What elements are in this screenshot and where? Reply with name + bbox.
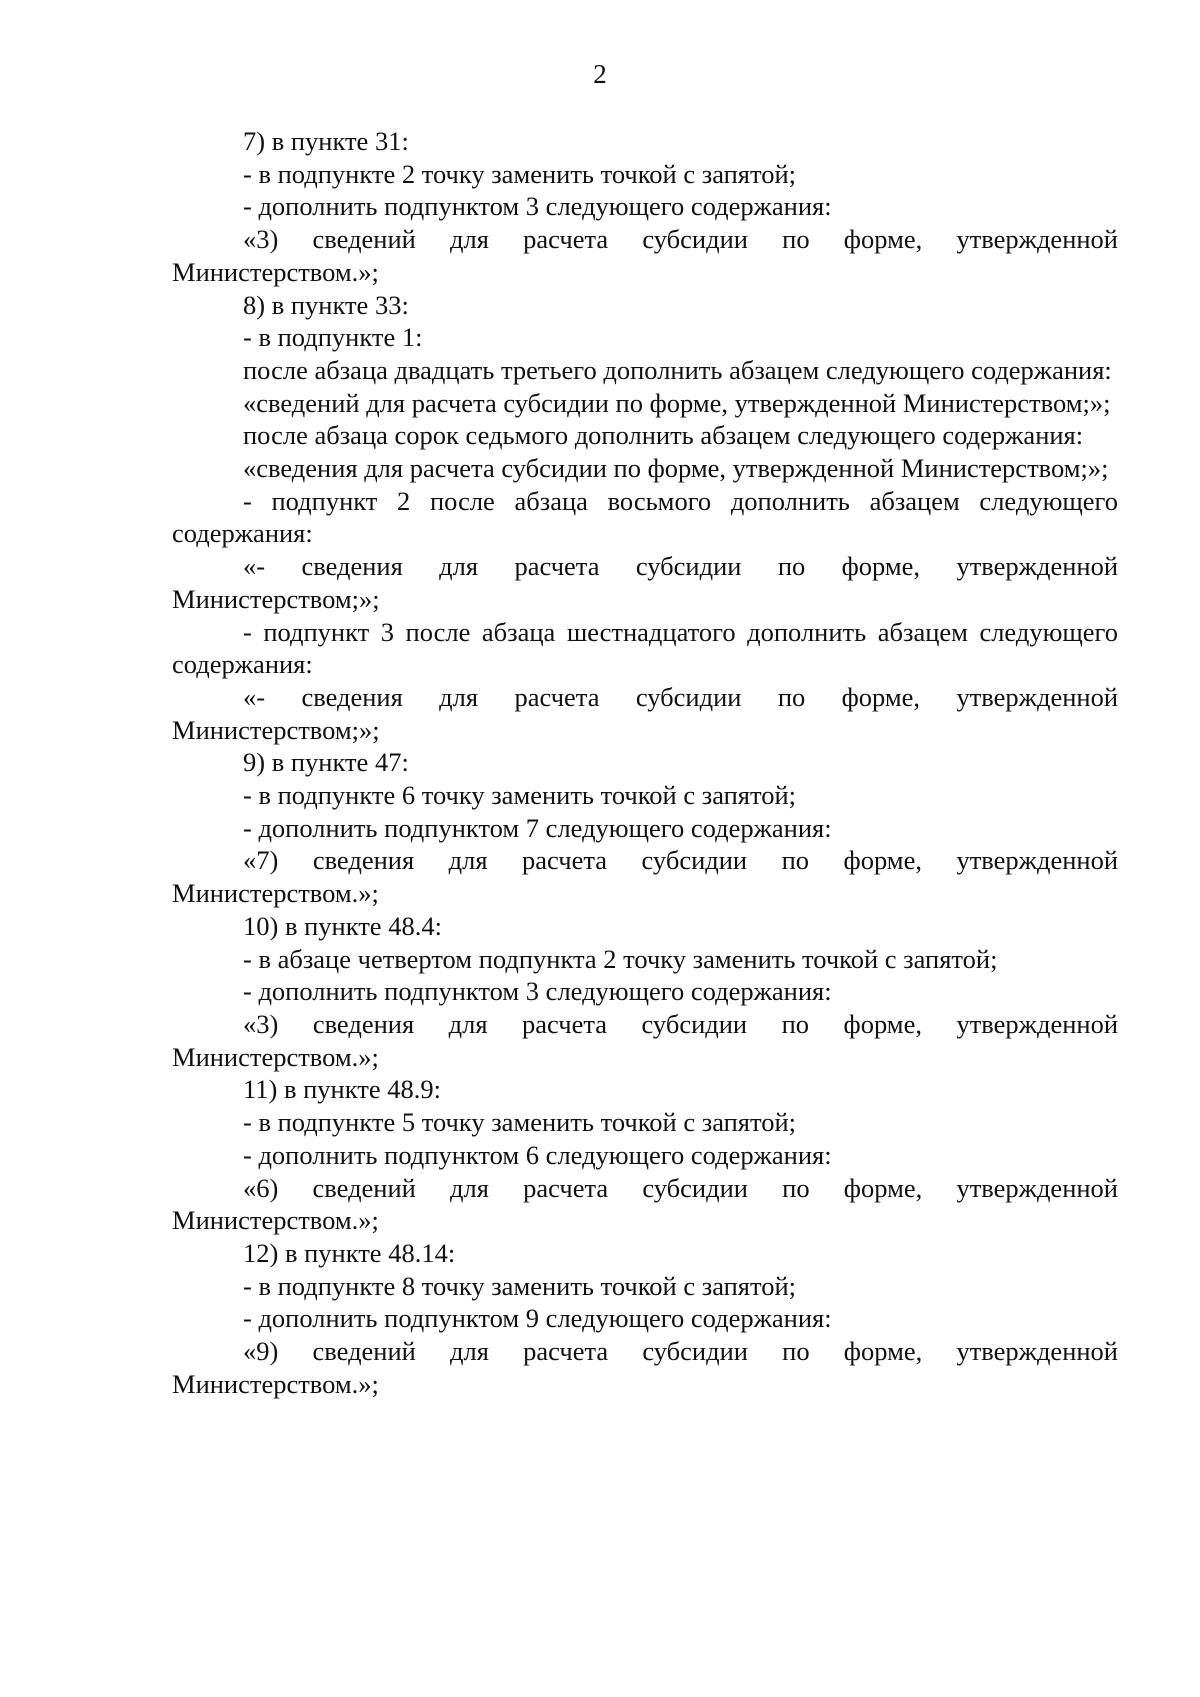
paragraph: - дополнить подпунктом 3 следующего содержания: [243, 191, 832, 222]
paragraph: 9) в пункте 47: [243, 747, 409, 778]
paragraph: - в подпункте 5 точку заменить точкой с запятой; [243, 1107, 797, 1138]
paragraph: «- сведения для расчета субсидии по форме, утвержденной Министерством;»; [172, 681, 1118, 745]
paragraph: 8) в пункте 33: [243, 289, 409, 320]
paragraph: 12) в пункте 48.14: [243, 1237, 456, 1268]
paragraph: - в абзаце четвертом подпункта 2 точку заменить точкой с запятой; [243, 943, 998, 974]
paragraph: - в подпункте 8 точку заменить точкой с запятой; [243, 1270, 797, 1301]
paragraph: «сведений для расчета субсидии по форме, утвержденной Министерством;»; [243, 387, 1111, 418]
paragraph: - подпункт 3 после абзаца шестнадцатого дополнить абзацем следующего содержания: [172, 616, 1118, 680]
paragraph: - дополнить подпунктом 6 следующего содержания: [243, 1139, 832, 1170]
paragraph: после абзаца сорок седьмого дополнить абзацем следующего содержания: [243, 420, 1084, 451]
paragraph: - дополнить подпунктом 7 следующего содержания: [243, 812, 832, 843]
document-body [172, 125, 1118, 1400]
paragraph: «- сведения для расчета субсидии по форме, утвержденной Министерством;»; [172, 551, 1118, 614]
paragraph: «6) сведений для расчета субсидии по форме, утвержденной Министерством.»; [172, 1172, 1118, 1236]
paragraph: «сведения для расчета субсидии по форме, утвержденной Министерством;»; [243, 453, 1109, 484]
paragraph: - подпункт 2 после абзаца восьмого дополнить абзацем следующего содержания: [172, 485, 1118, 549]
paragraph: 10) в пункте 48.4: [243, 910, 442, 941]
paragraph: 7) в пункте 31: [243, 126, 409, 156]
paragraph: - в подпункте 1: [243, 322, 423, 353]
paragraph: 11) в пункте 48.9: [243, 1074, 441, 1105]
paragraph: после абзаца двадцать третьего дополнить абзацем следующего содержания: [243, 354, 1112, 385]
paragraph: - дополнить подпунктом 3 следующего содержания: [243, 976, 832, 1007]
paragraph: - дополнить подпунктом 9 следующего содержания: [243, 1303, 832, 1334]
paragraph: «7) сведения для расчета субсидии по форме, утвержденной Министерством.»; [172, 845, 1118, 909]
paragraph: - в подпункте 6 точку заменить точкой с запятой; [243, 780, 797, 811]
paragraph: - в подпункте 2 точку заменить точкой с запятой; [243, 158, 797, 189]
paragraph: «3) сведений для расчета субсидии по форме, утвержденной Министерством.»; [172, 224, 1118, 287]
paragraph: «9) сведений для расчета субсидии по форме, утвержденной Министерством.»; [172, 1336, 1118, 1399]
paragraph: «3) сведения для расчета субсидии по форме, утвержденной Министерством.»; [172, 1008, 1118, 1072]
page-number: 2 [593, 59, 607, 89]
